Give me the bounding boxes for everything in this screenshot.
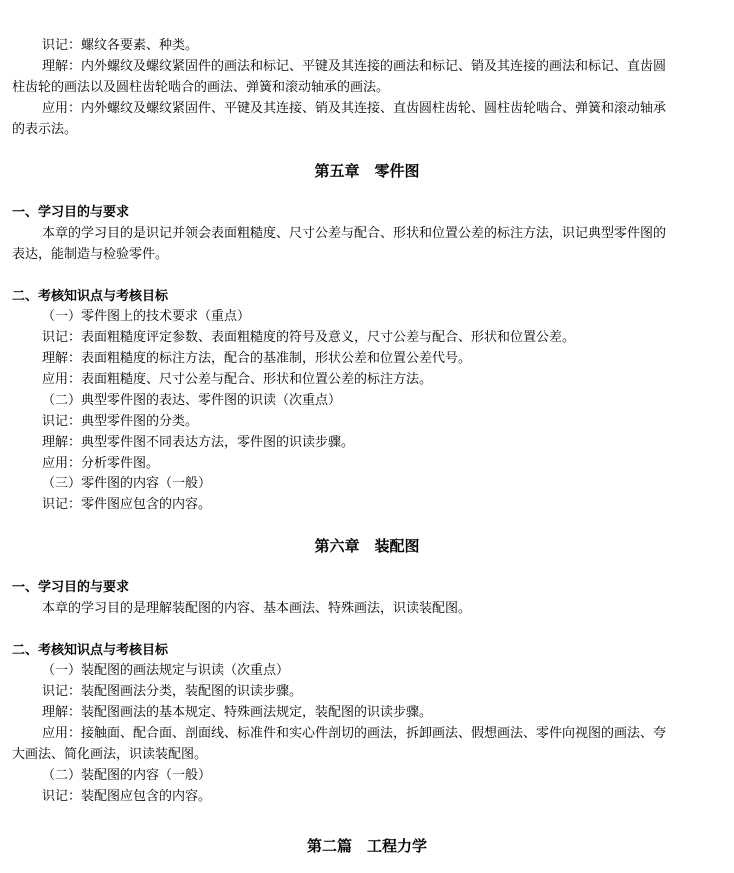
top-apply-line1: 应用：内外螺纹及螺纹紧固件、平键及其连接、销及其连接、直齿圆柱齿轮、圆柱齿轮啮合、弹簧和滚动轴承 [42, 101, 667, 116]
ch5-group2-title: （二）典型零件图的表达、零件图的识读（次重点） [42, 393, 342, 408]
ch5-section2-heading: 二、考核知识点与考核目标 [12, 289, 169, 304]
top-understand-line2: 柱齿轮的画法以及圆柱齿轮啮合的画法、弹簧和滚动轴承的画法。 [12, 80, 390, 95]
ch6-section1-para: 本章的学习目的是理解装配图的内容、基本画法、特殊画法，识读装配图。 [42, 601, 472, 616]
ch5-group1-understand: 理解：表面粗糙度的标注方法，配合的基准制，形状公差和位置公差代号。 [42, 351, 472, 366]
part2-title: 第二篇 工程力学 [306, 837, 427, 855]
ch5-section1-para-line2: 表达，能制造与检验零件。 [12, 247, 169, 262]
ch5-section1-para-line1: 本章的学习目的是识记并领会表面粗糙度、尺寸公差与配合、形状和位置公差的标注方法，识记典型零件图的 [42, 226, 667, 241]
top-apply-line2: 的表示法。 [12, 122, 78, 137]
ch6-group2-title: （二）装配图的内容（一般） [42, 768, 212, 783]
ch6-group1-title: （一）装配图的画法规定与识读（次重点） [42, 663, 290, 678]
ch5-group1-title: （一）零件图上的技术要求（重点） [42, 309, 251, 324]
top-memorize: 识记：螺纹各要素、种类。 [42, 38, 199, 53]
ch6-group1-memorize: 识记：装配图画法分类，装配图的识读步骤。 [42, 684, 303, 699]
ch6-group1-apply-line2: 大画法、简化画法，识读装配图。 [12, 747, 208, 762]
top-understand-line1: 理解：内外螺纹及螺纹紧固件的画法和标记、平键及其连接的画法和标记、销及其连接的画法和标记、直齿圆 [42, 59, 667, 74]
ch5-section1-heading: 一、学习目的与要求 [12, 205, 130, 220]
ch5-group2-understand: 理解：典型零件图不同表达方法，零件图的识读步骤。 [42, 435, 355, 450]
ch5-group3-title: （三）零件图的内容（一般） [42, 476, 212, 491]
ch5-group3-memorize: 识记：零件图应包含的内容。 [42, 497, 212, 512]
ch6-group1-understand: 理解：装配图画法的基本规定、特殊画法规定，装配图的识读步骤。 [42, 705, 433, 720]
ch5-group1-memorize: 识记：表面粗糙度评定参数、表面粗糙度的符号及意义，尺寸公差与配合、形状和位置公差。 [42, 330, 576, 345]
chapter5-title: 第五章 零件图 [314, 162, 420, 180]
ch6-group2-memorize: 识记：装配图应包含的内容。 [42, 789, 212, 804]
ch6-section2-heading: 二、考核知识点与考核目标 [12, 643, 169, 658]
ch6-section1-heading: 一、学习目的与要求 [12, 580, 130, 595]
ch6-group1-apply-line1: 应用：接触面、配合面、剖面线、标准件和实心件剖切的画法，拆卸画法、假想画法、零件向视图的画法、夸 [42, 726, 667, 741]
ch5-group1-apply: 应用：表面粗糙度、尺寸公差与配合、形状和位置公差的标注方法。 [42, 372, 433, 387]
ch5-group2-apply: 应用：分析零件图。 [42, 456, 160, 471]
chapter6-title: 第六章 装配图 [314, 537, 420, 555]
ch5-group2-memorize: 识记：典型零件图的分类。 [42, 414, 199, 429]
